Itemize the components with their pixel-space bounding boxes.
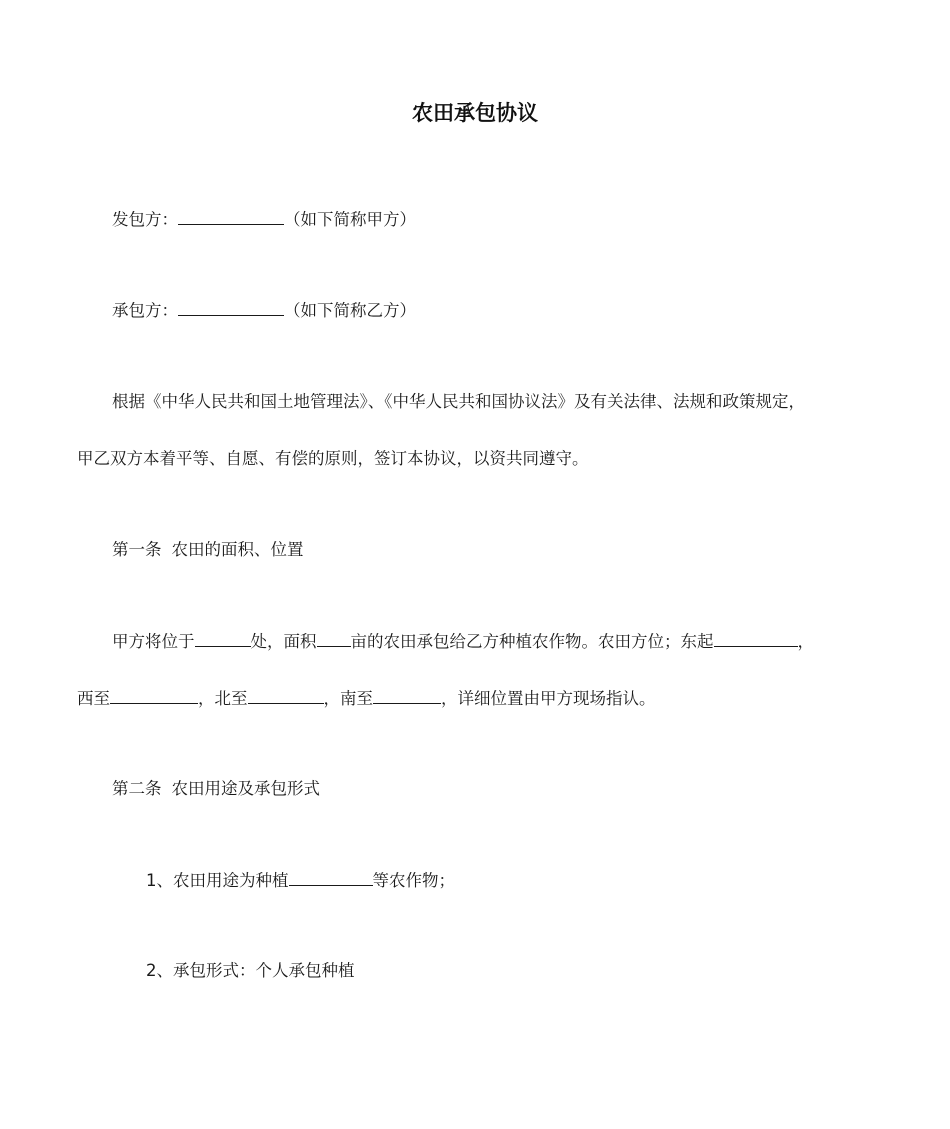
article-2-number: 第二条: [112, 779, 162, 798]
party-b-blank: [178, 298, 284, 316]
article-2-title: 农田用途及承包形式: [171, 779, 320, 798]
article-1-text: 西至: [77, 689, 110, 708]
party-a-label: 发包方：: [112, 210, 178, 229]
article-2-item-1-text: 1、农田用途为种植: [146, 871, 289, 890]
article-1-number: 第一条: [112, 540, 162, 559]
article-2-item-1-text: 等农作物；: [372, 871, 455, 890]
article-1-text: ，北至: [198, 689, 248, 708]
preamble-line-2: 甲乙双方本着平等、自愿、有偿的原则，签订本协议，以资共同遵守。: [77, 449, 589, 468]
article-1-text: 甲方将位于: [112, 632, 195, 651]
article-1-paragraph-line-1: [112, 629, 814, 654]
article-1-text: ，南至: [323, 689, 373, 708]
location-blank: [195, 629, 251, 647]
article-1-paragraph-line-2: [77, 686, 656, 711]
crop-blank: [289, 868, 373, 886]
document-title: 农田承包协议: [412, 101, 538, 125]
party-b-label: 承包方：: [112, 301, 178, 320]
party-a-note: （如下简称甲方）: [284, 210, 416, 229]
party-b-note: （如下简称乙方）: [284, 301, 416, 320]
east-boundary-blank: [714, 629, 798, 647]
article-1-text: ，详细位置由甲方现场指认。: [441, 689, 656, 708]
article-1-text: 亩的农田承包给乙方种植农作物。农田方位；东起: [350, 632, 714, 651]
west-boundary-blank: [110, 686, 198, 704]
article-2-heading: [112, 777, 320, 801]
party-a-blank: [178, 207, 284, 225]
party-a-line: [112, 207, 416, 232]
party-b-line: [112, 298, 416, 323]
south-boundary-blank: [373, 686, 441, 704]
area-blank: [317, 629, 351, 647]
article-1-heading: [112, 538, 304, 562]
preamble-line-1: 根据《中华人民共和国土地管理法》、《中华人民共和国协议法》及有关法律、法规和政策规定，: [112, 392, 805, 411]
article-2-item-1: [146, 868, 455, 893]
article-1-text: 处，面积: [250, 632, 317, 651]
article-2-item-2: 2、承包形式：个人承包种植: [146, 961, 355, 980]
article-1-title: 农田的面积、位置: [171, 540, 304, 559]
north-boundary-blank: [248, 686, 324, 704]
article-1-text: ，: [797, 632, 814, 651]
